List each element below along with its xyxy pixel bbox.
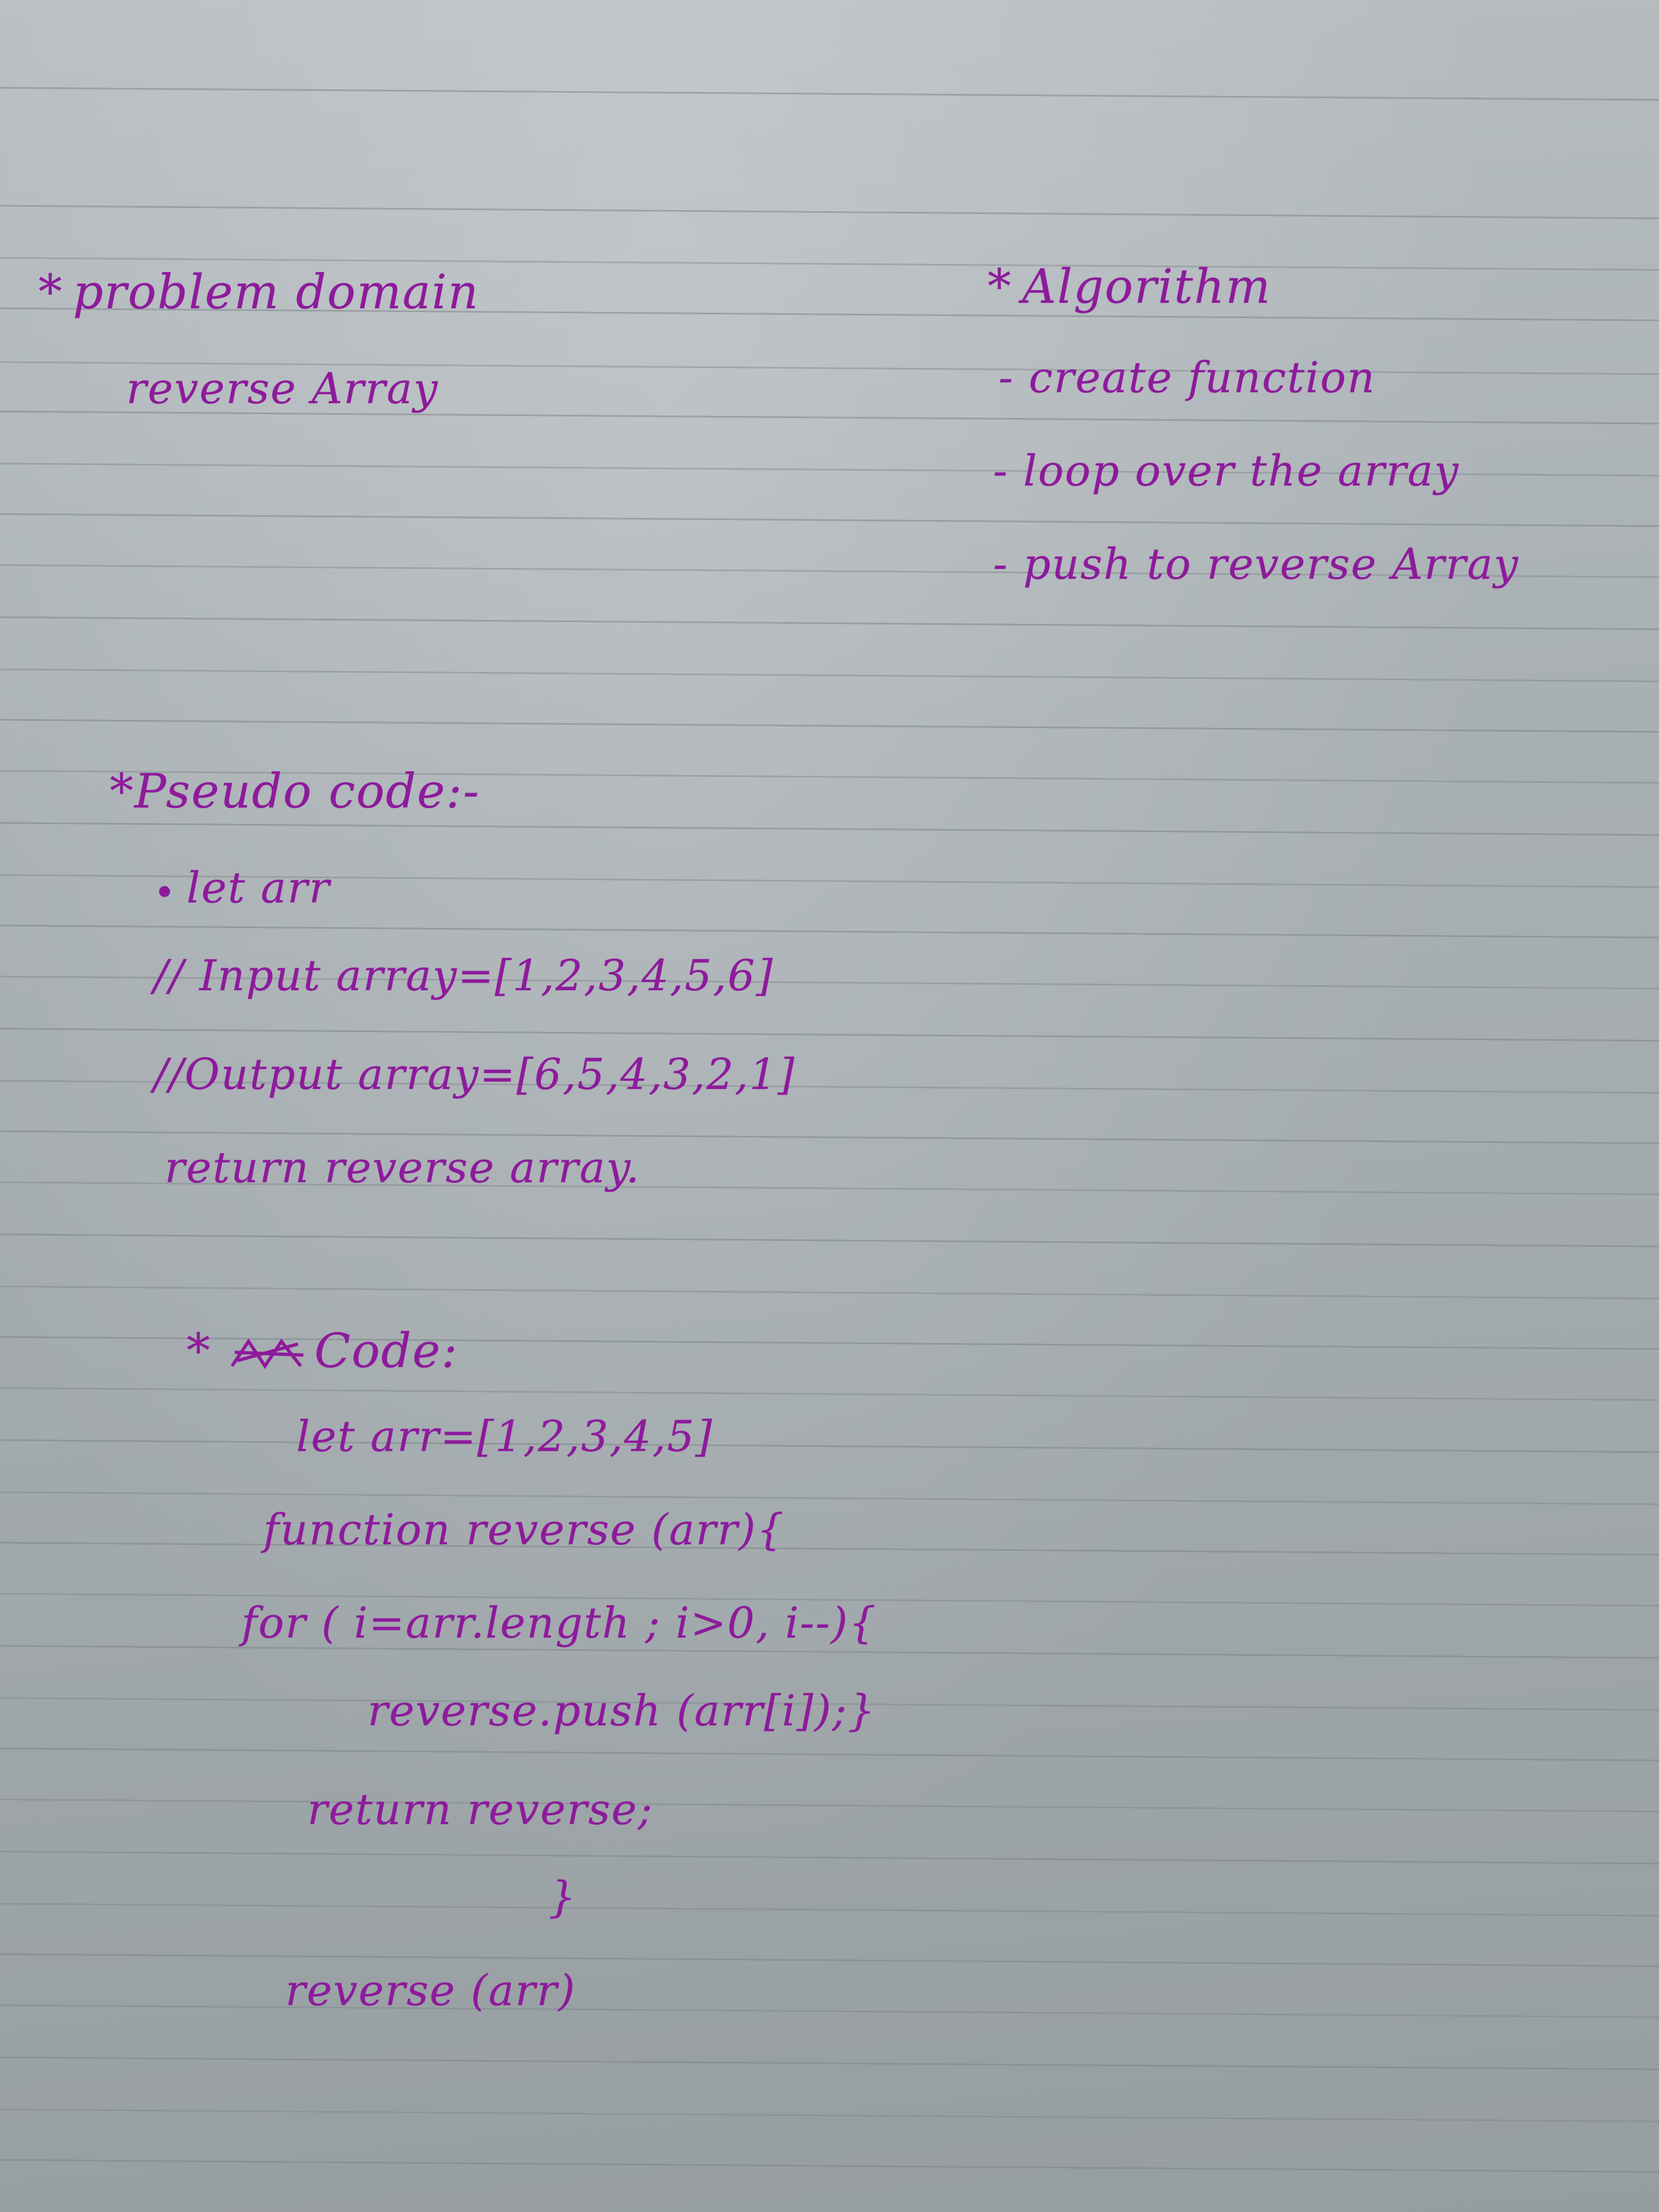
algorithm-heading [988, 259, 1272, 314]
code-line: for ( i=arr.length ; i>0, i--){ [241, 1599, 877, 1648]
problem-domain-heading [38, 265, 479, 320]
dot-bullet [159, 886, 170, 897]
pseudo-code-line: return reverse array. [165, 1143, 641, 1193]
algorithm-step: - create function [998, 353, 1376, 403]
code-heading [187, 1324, 459, 1379]
code-line: function reverse (arr){ [263, 1505, 785, 1555]
code-line: reverse.push (arr[i]);} [368, 1686, 876, 1736]
pseudo-code-line: // Input array=[1,2,3,4,5,6] [154, 951, 774, 1001]
pseudo-code-line [159, 864, 331, 913]
code-line: return reverse; [307, 1785, 653, 1835]
crossed-out-scribble [227, 1333, 309, 1377]
code-line: } [549, 1873, 577, 1922]
star-bullet: * [187, 1324, 211, 1379]
code-title: Code: [314, 1324, 459, 1379]
pseudo-code-line: //Output array=[6,5,4,3,2,1] [154, 1050, 795, 1099]
pseudo-code-heading: *Pseudo code:- [110, 764, 481, 819]
pseudo-code-let: let arr [187, 864, 331, 913]
algorithm-step: - loop over the array [993, 447, 1460, 496]
problem-domain-title: problem domain [73, 265, 479, 320]
star-bullet: * [38, 265, 63, 320]
problem-domain-text: reverse Array [126, 364, 439, 414]
code-line: reverse (arr) [285, 1966, 576, 2016]
code-line: let arr=[1,2,3,4,5] [296, 1412, 713, 1462]
algorithm-title: Algorithm [1022, 259, 1272, 314]
star-bullet: * [988, 259, 1012, 314]
algorithm-step: - push to reverse Array [993, 540, 1519, 589]
